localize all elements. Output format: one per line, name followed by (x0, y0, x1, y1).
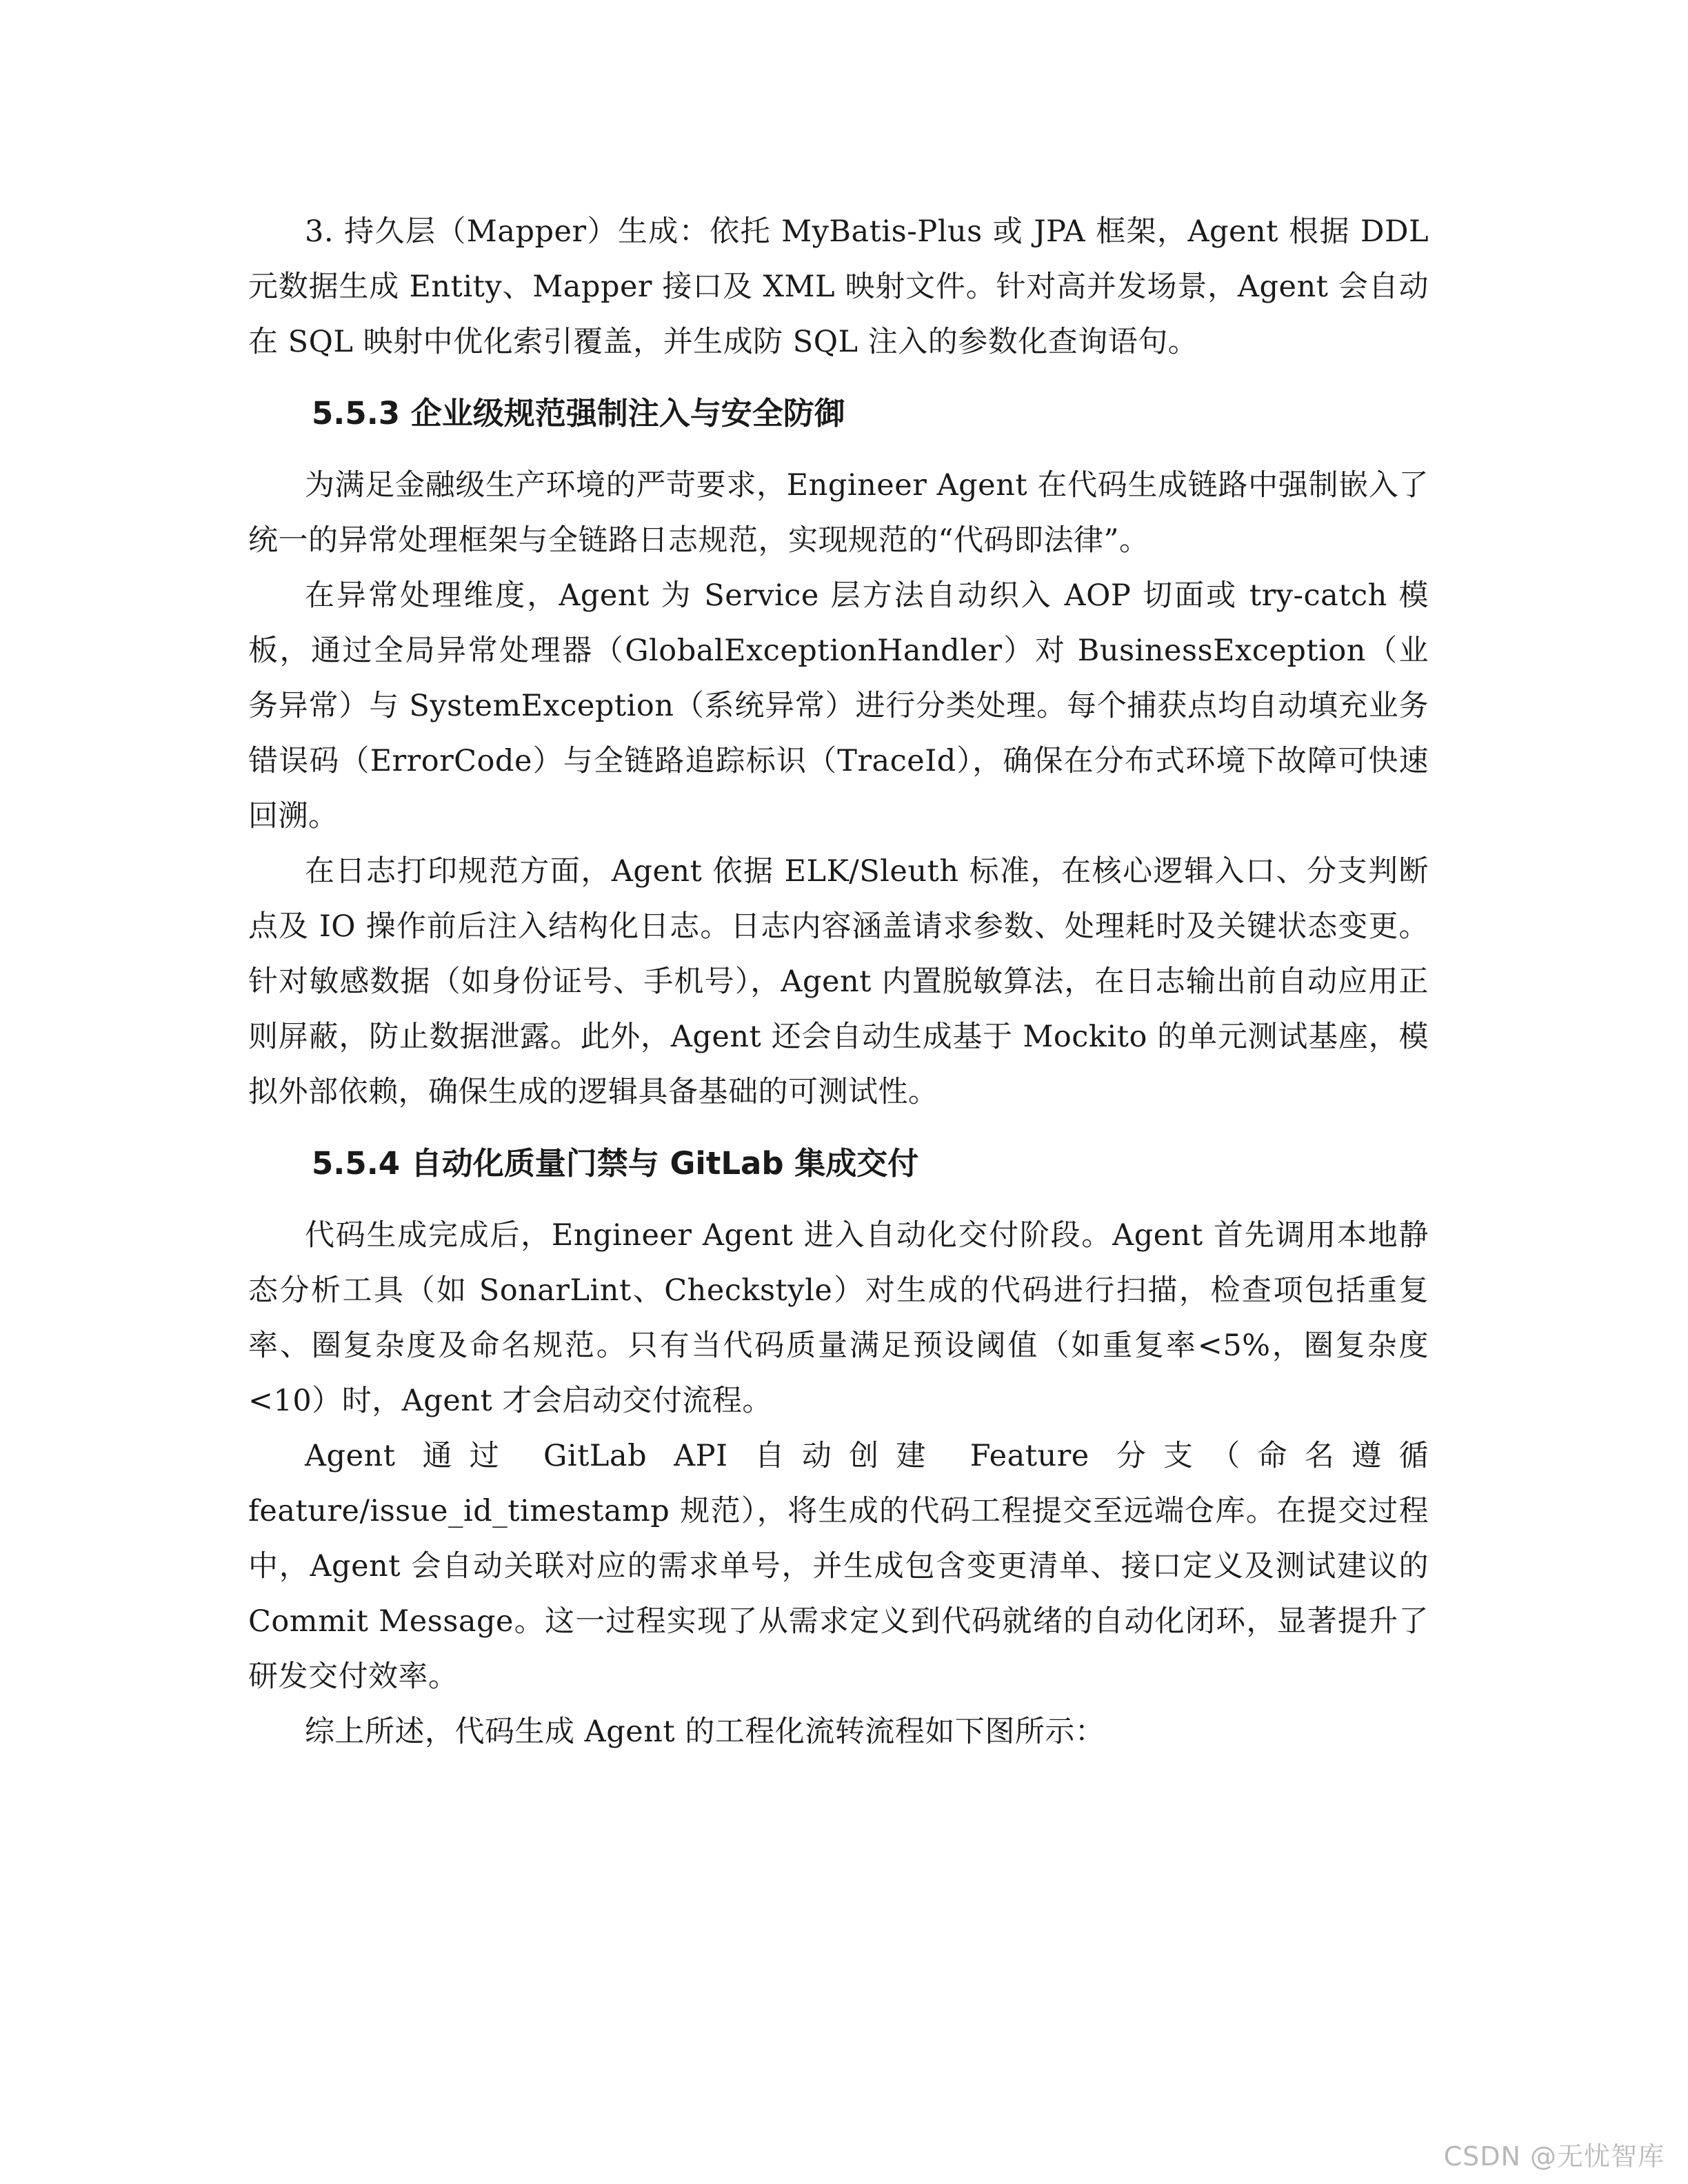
paragraph-553-logging: 在日志打印规范方面，Agent 依据 ELK/Sleuth 标准，在核心逻辑入口、分支判断点及 IO 操作前后注入结构化日志。日志内容涵盖请求参数、处理耗时及关键状态变更。针对敏感数据（如身份证号、手机号），Agent 内置脱敏算法，在日志输出前自动应用正则屏蔽，防止数据泄露。此外，Agent 还会自动生成基于 Mockito 的单元测试基座，模拟外部依赖，确保生成的逻辑具备基础的可测试性。 (248, 854, 1429, 1109)
paragraph-554-gitlab-delivery: Agent 通过 GitLab API 自动创建 Feature 分支（命名遵循 feature/issue_id_timestamp 规范），将生成的代码工程提交至远端仓库。在提交过程中，Agent 会自动关联对应的需求单号，并生成包含变更清单、接口定义及测试建议的 Commit Message。这一过程实现了从需求定义到代码就绪的自动化闭环，显著提升了研发交付效率。 (248, 1439, 1429, 1694)
paragraph-553-exception-handling: 在异常处理维度，Agent 为 Service 层方法自动织入 AOP 切面或 try-catch 模板，通过全局异常处理器（GlobalExceptionHandler）对 BusinessException（业务异常）与 SystemException（系统异常）进行分类处理。每个捕获点均自动填充业务错误码（ErrorCode）与全链路追踪标识（TraceId），确保在分布式环境下故障可快速回溯。 (248, 578, 1429, 833)
paragraph-persistence-layer: 3. 持久层（Mapper）生成：依托 MyBatis-Plus 或 JPA 框架，Agent 根据 DDL 元数据生成 Entity、Mapper 接口及 XML 映射文件。针对高并发场景，Agent 会自动在 SQL 映射中优化索引覆盖，并生成防 SQL 注入的参数化查询语句。 (248, 214, 1429, 359)
paragraph-summary: 综上所述，代码生成 Agent 的工程化流转流程如下图所示： (305, 1715, 1105, 1749)
section-heading-5-5-4: 5.5.4 自动化质量门禁与 GitLab 集成交付 (312, 1145, 919, 1182)
document-body (248, 204, 1429, 1759)
paragraph-553-intro: 为满足金融级生产环境的严苛要求，Engineer Agent 在代码生成链路中强制嵌入了统一的异常处理框架与全链路日志规范，实现规范的“代码即法律”。 (248, 468, 1429, 558)
section-heading-5-5-3: 5.5.3 企业级规范强制注入与安全防御 (312, 395, 845, 432)
csdn-watermark: CSDN @无忧智库 (1443, 2141, 1665, 2172)
paragraph-554-quality-gate: 代码生成完成后，Engineer Agent 进入自动化交付阶段。Agent 首先调用本地静态分析工具（如 SonarLint、Checkstyle）对生成的代码进行扫描，检查项包括重复率、圈复杂度及命名规范。只有当代码质量满足预设阈值（如重复率<5%，圈复杂度<10）时，Agent 才会启动交付流程。 (248, 1218, 1429, 1418)
